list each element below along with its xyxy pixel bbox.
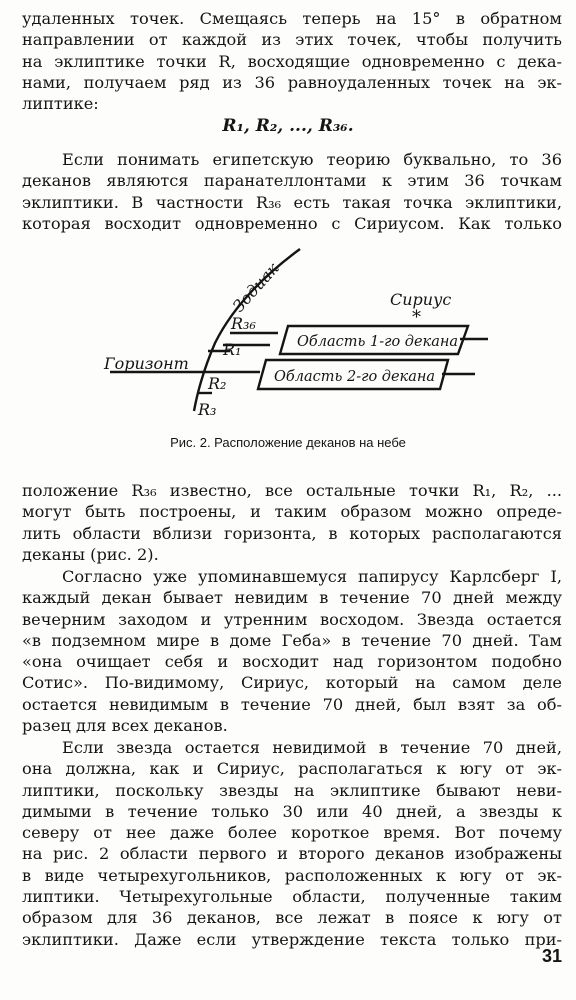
text-line: вечерним заходом и утренним восходом. Звезда остается xyxy=(22,609,562,629)
text-line: эклиптики. В частности R₃₆ есть такая точка эклиптики, xyxy=(22,192,562,212)
text-line: лить области вблизи горизонта, в которых располагаются xyxy=(22,523,562,543)
label-r2: R₂ xyxy=(208,374,227,393)
text-line: северу от нее даже более короткое время. Вот почему xyxy=(22,823,562,843)
label-sirius: Сириус xyxy=(390,290,452,309)
text-line: она должна, как и Сириус, располагаться к югу от эк- xyxy=(22,759,562,779)
text-line: остается невидимым в течение 70 дней, был взят за об- xyxy=(22,694,562,714)
text-line: деканы (рис. 2). xyxy=(22,544,159,564)
text-line: димыми в течение только 30 или 40 дней, а звезды к xyxy=(22,801,562,821)
text-line: «она очищает себя и восходит над горизонтом подобно xyxy=(22,652,562,672)
label-decan-1: Область 1-го декана xyxy=(297,334,459,350)
text-line: Если звезда остается невидимой в течение 70 дней, xyxy=(62,738,562,757)
label-decan-2: Область 2-го декана xyxy=(274,369,436,385)
text-line: направлении от каждой из этих точек, чтобы получить xyxy=(22,30,562,50)
text-line: удаленных точек. Смещаясь теперь на 15° в обратном xyxy=(22,9,562,28)
text-line: липтике: xyxy=(22,94,99,114)
text-line: каждый декан бывает невидим в течение 70 дней между xyxy=(22,588,562,608)
text-line: эклиптики. Даже если утверждение текста только при- xyxy=(22,929,562,949)
text-line: на рис. 2 области первого и второго деканов изображены xyxy=(22,844,562,864)
text-line: Согласно уже упоминавшемуся папирусу Карлсберг I, xyxy=(62,567,562,586)
paragraph-4 xyxy=(22,566,562,736)
text-line: могут быть построены, и таким образом можно опреде- xyxy=(22,502,562,522)
text-line: Если понимать египетскую теорию буквально, то 36 xyxy=(62,150,562,169)
label-r36: R₃₆ xyxy=(231,314,256,333)
text-line: разец для всех деканов. xyxy=(22,716,228,736)
text-line: липтики, поскольку звезды на эклиптике бывают неви- xyxy=(22,780,562,800)
text-line: липтики. Четырехугольные области, полученные таким xyxy=(22,887,562,907)
text-line: Сотис». По-видимому, Сириус, который на самом деле xyxy=(22,673,562,693)
paragraph-3 xyxy=(22,480,562,565)
text-line: образом для 36 деканов, все лежат в поясе к югу от xyxy=(22,908,562,928)
text-line: на эклиптике точки R, восходящие одновременно с дека- xyxy=(22,51,562,71)
label-horizon: Горизонт xyxy=(104,354,189,373)
text-line: в виде четырехугольников, расположенных к югу от эк- xyxy=(22,865,562,885)
text-line: «в подземном мире в доме Геба» в течение 70 дней. Там xyxy=(22,630,562,650)
sirius-star-icon: * xyxy=(412,307,421,328)
figure-decans-diagram xyxy=(90,243,530,433)
text-line: положение R₃₆ известно, все остальные точки R₁, R₂, ... xyxy=(22,481,562,500)
text-line: которая восходит одновременно с Сириусом. Как только xyxy=(22,213,562,233)
label-r1: R₁ xyxy=(223,340,242,359)
paragraph-2 xyxy=(22,149,562,234)
label-zodiac: Зодиак xyxy=(228,259,283,316)
page-number: 31 xyxy=(541,946,562,966)
text-line: нами, получаем ряд из 36 равноудаленных точек на эк- xyxy=(22,72,562,92)
decans-diagram-svg xyxy=(90,243,530,433)
label-r3: R₃ xyxy=(198,400,217,419)
paragraph-1 xyxy=(22,8,562,114)
formula-r-points: R₁, R₂, ..., R₃₆. xyxy=(222,116,354,136)
paragraph-5 xyxy=(22,737,562,950)
figure-caption: Рис. 2. Расположение деканов на небе xyxy=(170,435,406,450)
text-line: деканов являются паранателлонтами к этим 36 точкам xyxy=(22,171,562,191)
